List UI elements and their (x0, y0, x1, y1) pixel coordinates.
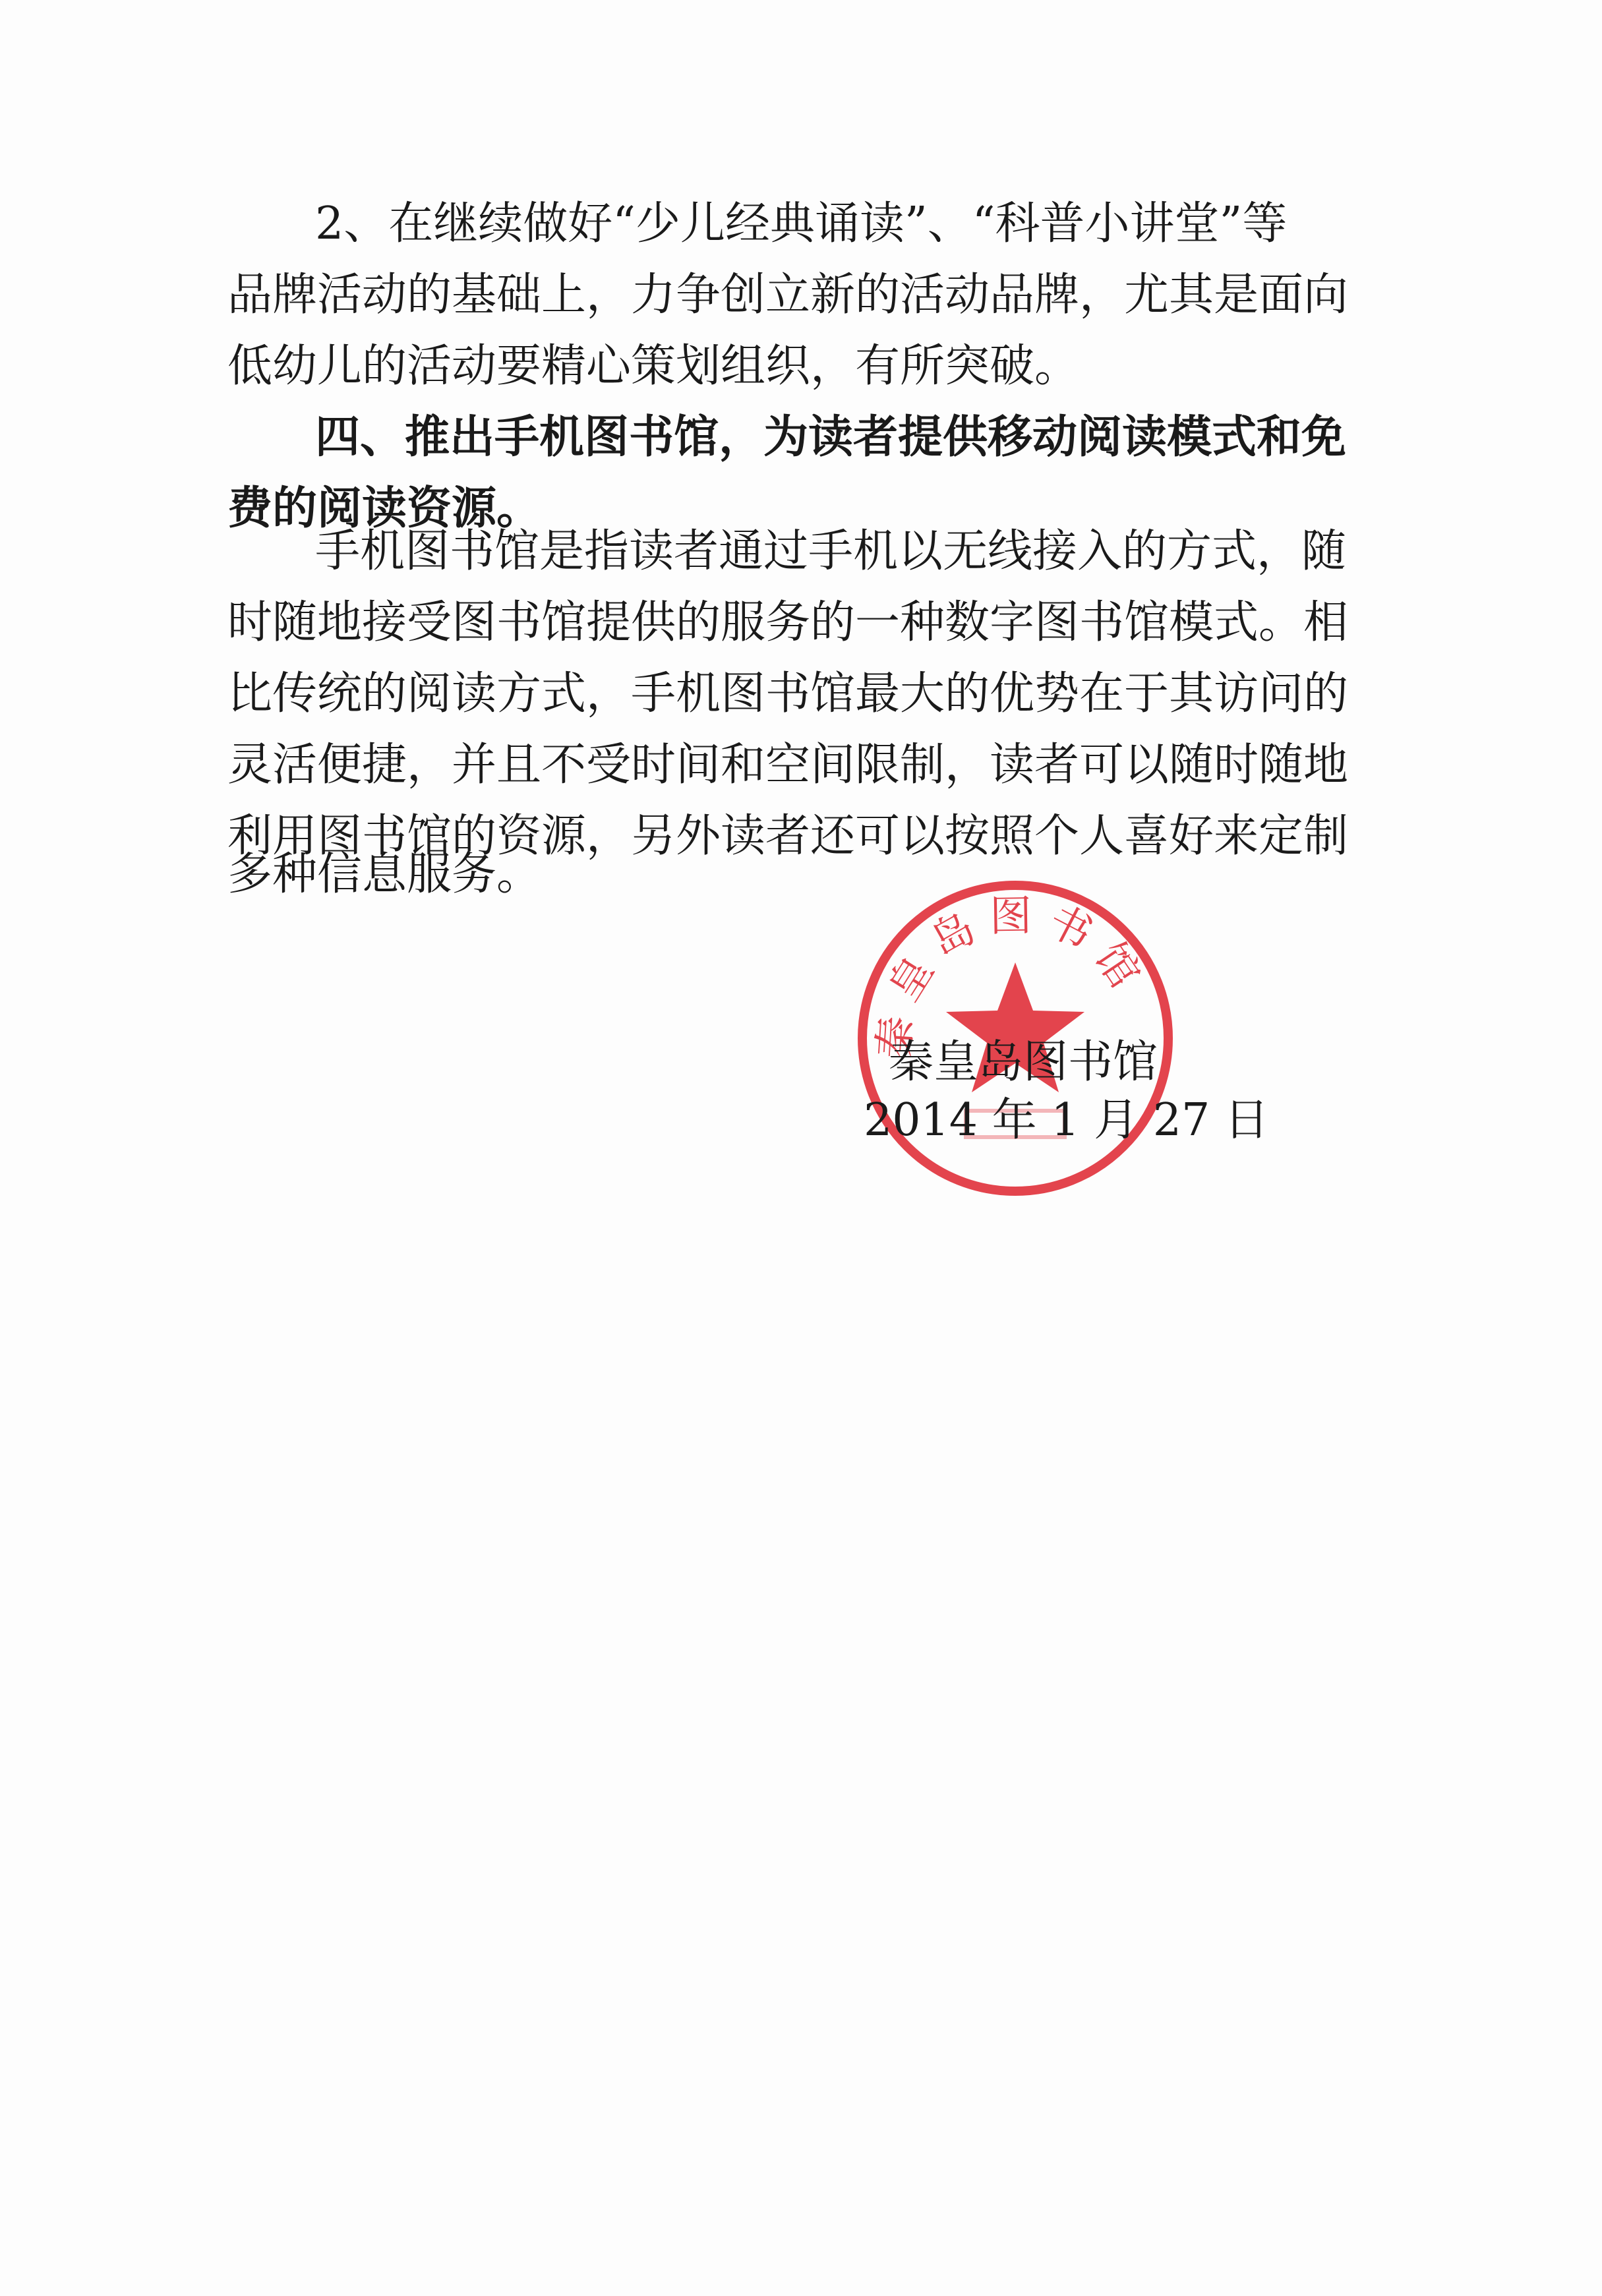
heading-line-2: 费的阅读资源。 (227, 483, 542, 535)
heading-line-1: 四、推出手机图书馆，为读者提供移动阅读模式和免 (315, 411, 1347, 463)
paragraph-line (0, 188, 1602, 260)
signature-date: 2014 年 1 月 27 日 (864, 1094, 1269, 1146)
body-line-2: 品牌活动的基础上，力争创立新的活动品牌，尤其是面向 (227, 269, 1349, 321)
body-line-1: 2、在继续做好“少儿经典诵读”、“科普小讲堂”等 (315, 198, 1288, 250)
paragraph-line (0, 696, 1602, 791)
body-line-7: 时随地接受图书馆提供的服务的一种数字图书馆模式。相 (227, 597, 1349, 649)
body-line-6: 手机图书馆是指读者通过手机以无线接入的方式，随 (315, 525, 1347, 577)
seal-text: 秦皇岛图书馆 (870, 891, 1156, 1060)
paragraph-line (0, 839, 1602, 911)
body-line-8: 比传统的阅读方式，手机图书馆最大的优势在于其访问的 (227, 668, 1349, 720)
section-heading-line (0, 368, 1602, 463)
signature-org: 秦皇岛图书馆 (889, 1036, 1158, 1088)
paragraph-line (0, 767, 1602, 862)
paragraph-line (0, 483, 1602, 577)
paragraph-line (0, 259, 1602, 332)
body-line-3: 低幼儿的活动要精心策划组织，有所突破。 (227, 340, 1080, 392)
body-line-9: 灵活便捷，并且不受时间和空间限制，读者可以随时随地 (227, 739, 1349, 791)
body-line-10: 利用图书馆的资源，另外读者还可以按照个人喜好来定制 (227, 810, 1349, 862)
body-line-11: 多种信息服务。 (227, 848, 542, 900)
paragraph-line (0, 554, 1602, 649)
paragraph-line (0, 625, 1602, 720)
